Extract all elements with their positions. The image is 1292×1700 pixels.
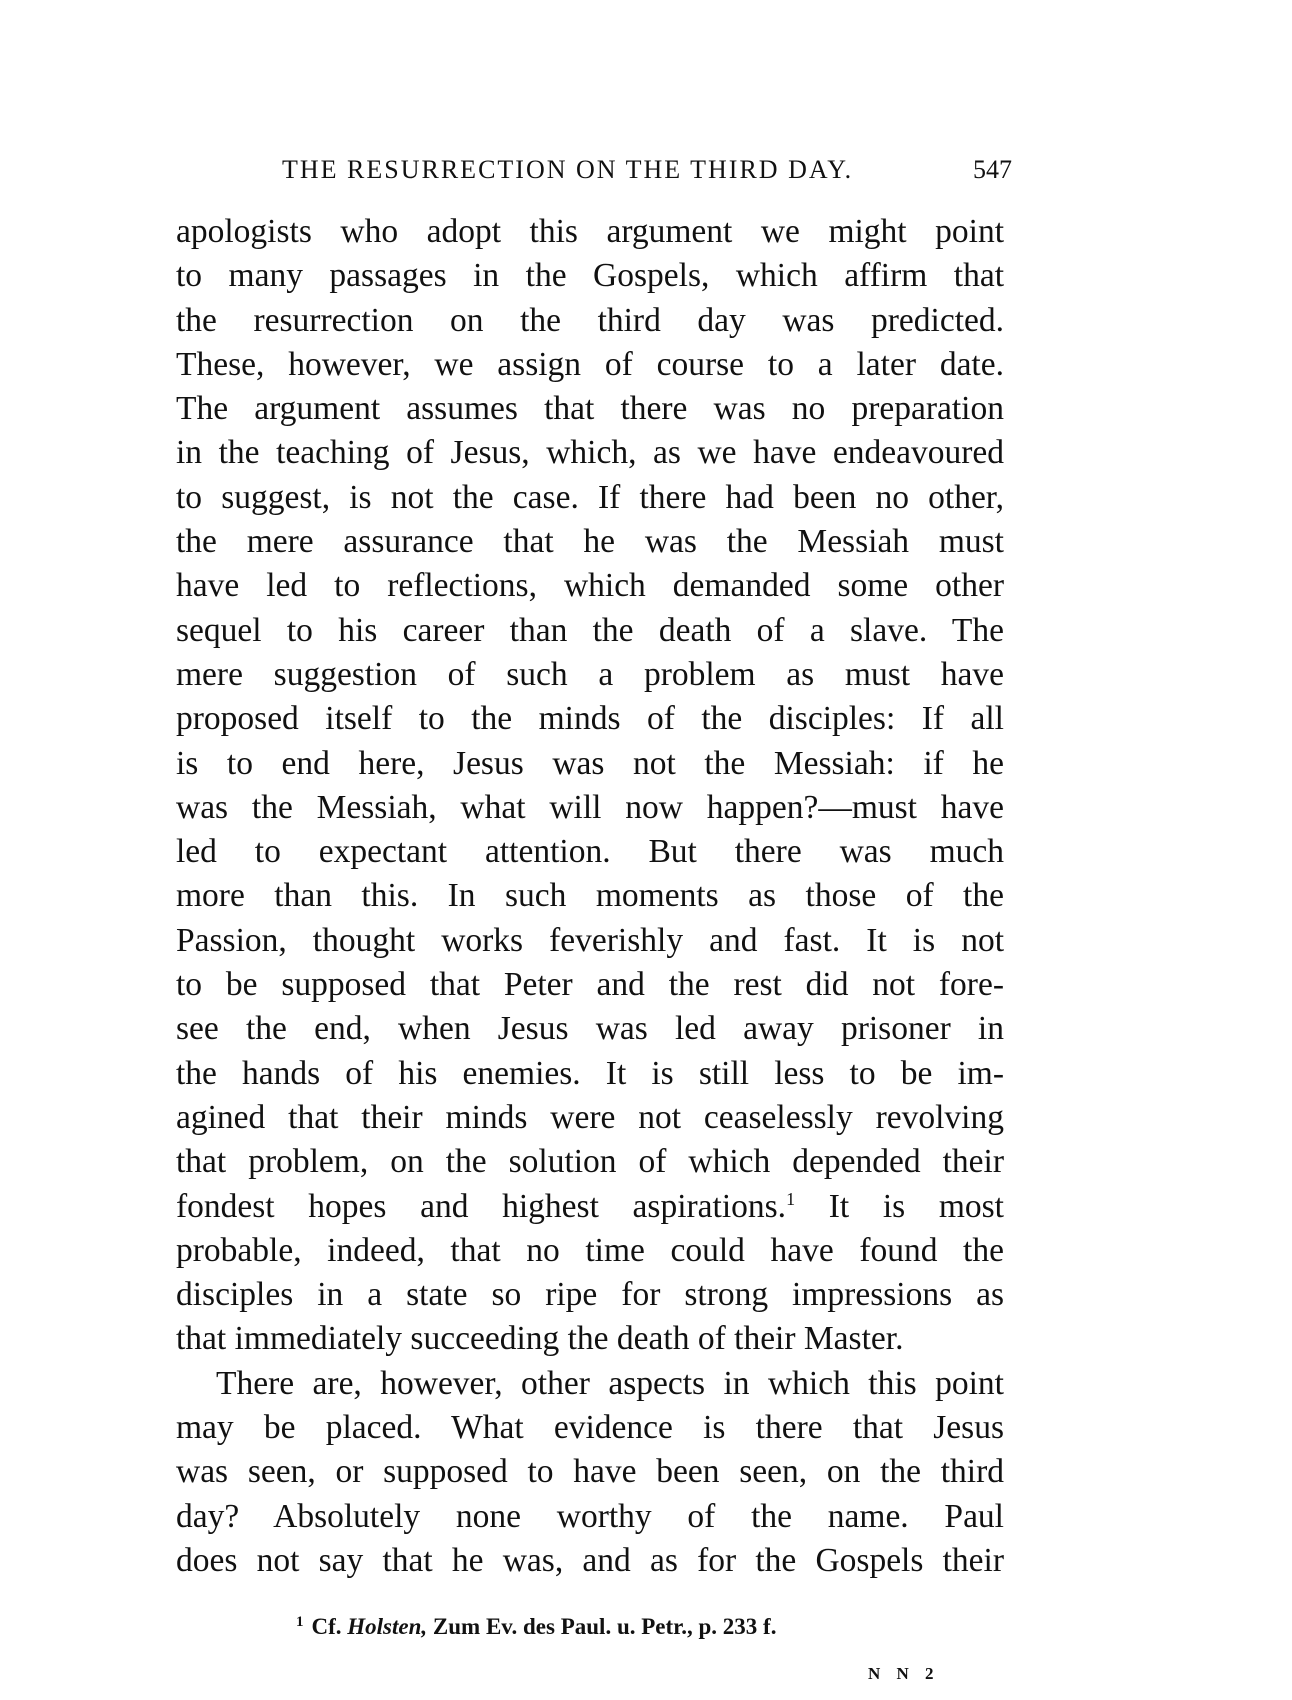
text-line: have led to reflections, which demanded some other bbox=[176, 567, 1004, 605]
text-line: in the teaching of Jesus, which, as we have endeavoured bbox=[176, 434, 1004, 472]
text-line: These, however, we assign of course to a later date. bbox=[176, 345, 1004, 383]
text-line: agined that their minds were not ceaselessly revolving bbox=[176, 1098, 1004, 1136]
text-line: see the end, when Jesus was led away prisoner in bbox=[176, 1010, 1004, 1048]
text-line: to many passages in the Gospels, which affirm that bbox=[176, 257, 1004, 295]
footnote-prefix: Cf. bbox=[311, 1614, 342, 1639]
text-line: was the Messiah, what will now happen?—must have bbox=[176, 788, 1004, 826]
text-line-with-footnote-ref bbox=[176, 1185, 1004, 1229]
text-line: to be supposed that Peter and the rest did not fore- bbox=[176, 966, 1004, 1004]
footnote-citation: Zum Ev. des Paul. u. Petr., p. 233 f. bbox=[432, 1614, 777, 1639]
text-line: the hands of his enemies. It is still less to be im- bbox=[176, 1054, 1004, 1092]
running-title: THE RESURRECTION ON THE THIRD DAY. bbox=[282, 155, 854, 184]
text-line: that problem, on the solution of which depended their bbox=[176, 1143, 1004, 1181]
text-line: The argument assumes that there was no preparation bbox=[176, 390, 1004, 428]
text-line: the mere assurance that he was the Messiah must bbox=[176, 523, 1004, 561]
running-head bbox=[282, 150, 1012, 190]
text-line: to suggest, is not the case. If there had been no other, bbox=[176, 478, 1004, 516]
footnote-ref: 1 bbox=[786, 1188, 796, 1209]
footnote-mark: 1 bbox=[296, 1614, 304, 1630]
footnote bbox=[296, 1612, 936, 1642]
text-line: led to expectant attention. But there was much bbox=[176, 833, 1004, 871]
text-line: sequel to his career than the death of a slave. The bbox=[176, 611, 1004, 649]
text-line: disciples in a state so ripe for strong impressions as bbox=[176, 1276, 1004, 1314]
text-line: There are, however, other aspects in which this point bbox=[216, 1364, 1004, 1402]
footnote-author: Holsten, bbox=[347, 1614, 428, 1639]
text-line: more than this. In such moments as those of the bbox=[176, 877, 1004, 915]
text-segment: fondest hopes and highest aspirations. bbox=[176, 1187, 787, 1225]
page-number: 547 bbox=[973, 155, 1012, 184]
signature-mark: N N 2 bbox=[868, 1664, 940, 1683]
text-line: does not say that he was, and as for the Gospels their bbox=[176, 1541, 1004, 1579]
text-line: the resurrection on the third day was predicted. bbox=[176, 301, 1004, 339]
text-line: was seen, or supposed to have been seen, on the third bbox=[176, 1453, 1004, 1491]
text-line: is to end here, Jesus was not the Messiah: if he bbox=[176, 744, 1004, 782]
text-segment: It is most bbox=[795, 1187, 1004, 1225]
body-text bbox=[176, 210, 1004, 1583]
text-line: may be placed. What evidence is there that Jesus bbox=[176, 1409, 1004, 1447]
text-line: apologists who adopt this argument we might point bbox=[176, 213, 1004, 250]
text-line: proposed itself to the minds of the disciples: If all bbox=[176, 700, 1004, 738]
text-line: probable, indeed, that no time could have found the bbox=[176, 1231, 1004, 1269]
text-line: mere suggestion of such a problem as must have bbox=[176, 655, 1004, 693]
text-line: day? Absolutely none worthy of the name. Paul bbox=[176, 1497, 1004, 1535]
text-line: Passion, thought works feverishly and fast. It is not bbox=[176, 921, 1004, 959]
text-line: that immediately succeeding the death of their Master. bbox=[176, 1320, 904, 1358]
